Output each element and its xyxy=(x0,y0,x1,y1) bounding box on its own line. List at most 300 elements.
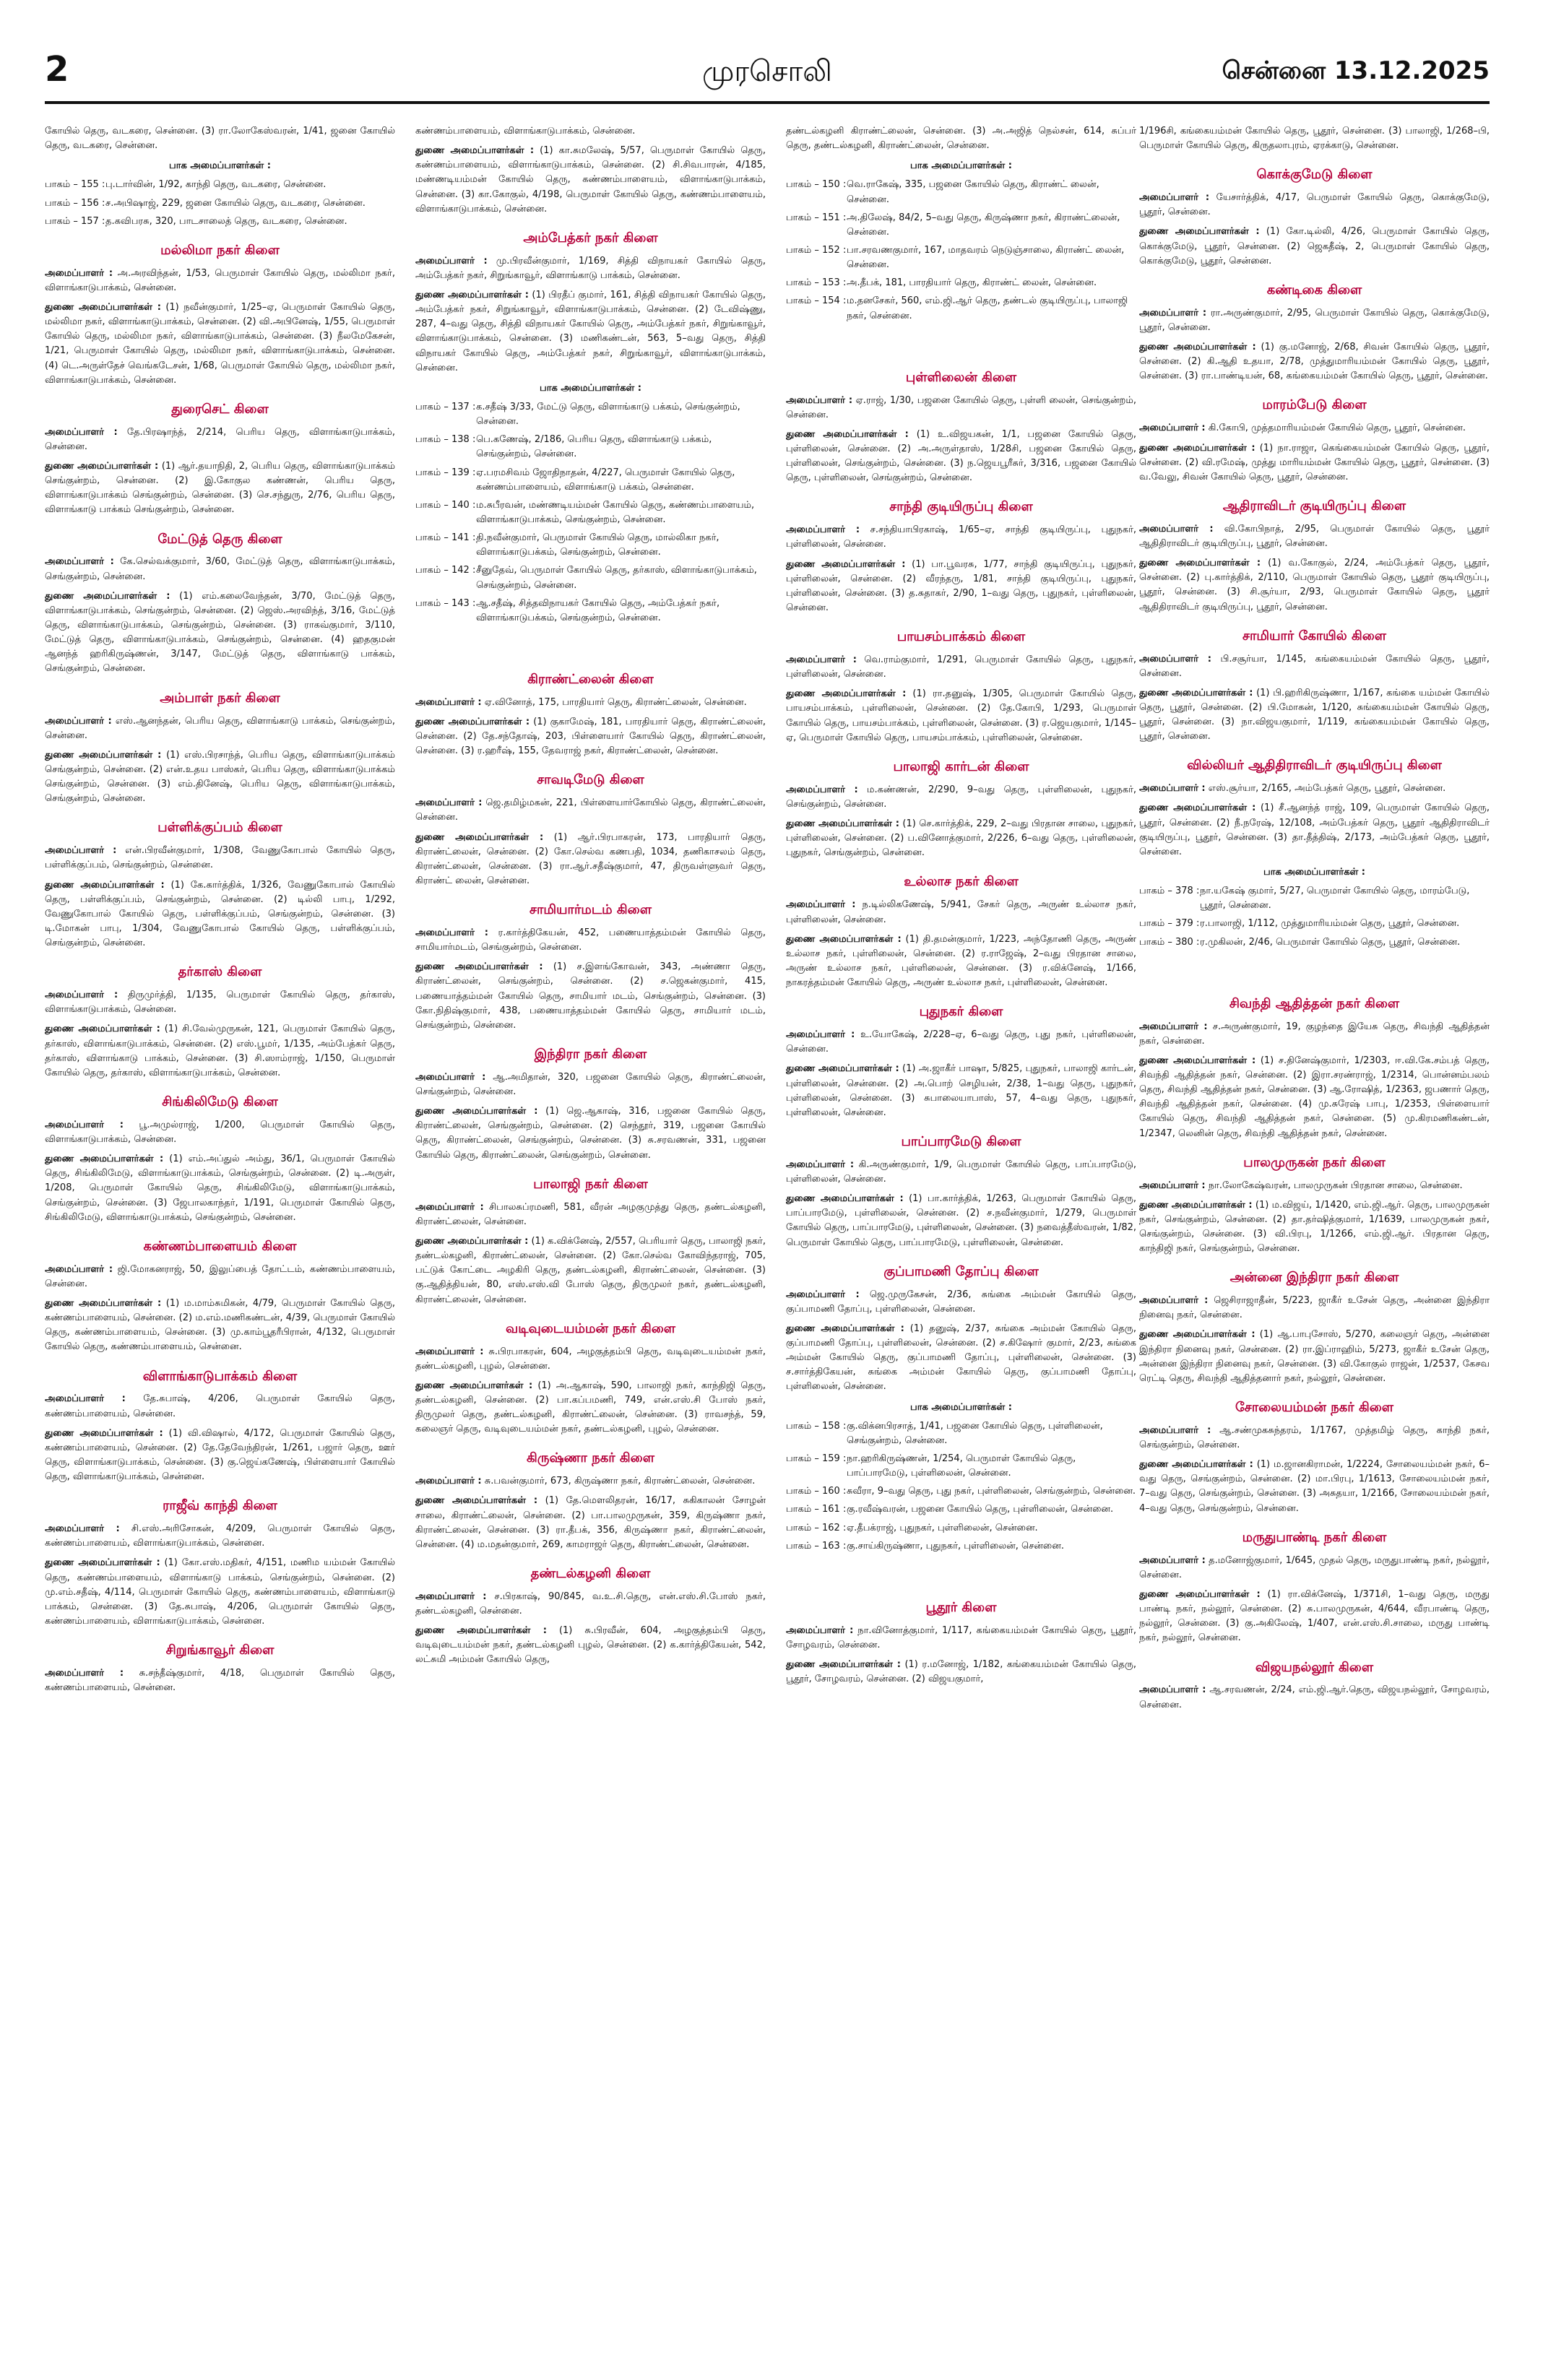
role-label: அமைப்பாளர் : xyxy=(1139,523,1214,535)
organiser-entry xyxy=(786,394,1136,423)
entry-text: தே.பிரஷாந்த், 2/214, பெரிய தெரு, விளாங்காடுபாக்கம், சென்னை. xyxy=(45,426,395,452)
entry-text: ஜெசிராஜாதீன், 5/223, ஜாகீர் உசேன் தெரு, அன்னை இந்திரா நினைவு நகர், சென்னை. xyxy=(1139,1295,1490,1321)
entry-text: பி.சசூர்யா, 1/145, கங்கையம்மன் கோயில் தெரு, பூதூர், சென்னை. xyxy=(1139,653,1490,679)
booth-organiser: சுவீரா, 9–வது தெரு, புது நகர், புள்ளிலைன், செங்குன்றம், சென்னை. xyxy=(847,1486,1136,1497)
entry-text: (1) பா.பூவரசு, 1/77, சாந்தி குடியிருப்பு, புதுநகர், புள்ளிலைன், சென்னை. (2) வீரந்தரு, 1/81, சாந்தி குடியிருப்பு, புதுநகர், புள்ளிலைன், சென்னை. (3) த.சுதாகர், 2/90, 1–வது தெரு, புதுநகர், புள்ளிலைன், சென்னை. xyxy=(786,558,1136,614)
booth-organiser: கு.சாய்கிருஷ்ணா, புதுநகர், புள்ளிலைன், சென்னை. xyxy=(847,1540,1064,1552)
branch-heading: பூதூர் கிளை xyxy=(925,1599,997,1615)
column-gap xyxy=(415,629,766,658)
branch-heading: பாப்பாரமேடு கிளை xyxy=(901,1133,1021,1149)
deputy-organisers-entry xyxy=(415,288,766,376)
organiser-entry xyxy=(45,1522,395,1551)
role-label: துணை அமைப்பாளர்கள் : xyxy=(415,1235,529,1247)
role-label: துணை அமைப்பாளர்கள் : xyxy=(45,302,161,313)
branch-heading: பாலாஜி கார்டன் கிளை xyxy=(893,758,1029,774)
entry-text: (1) வ.கோகுல், 2/24, அம்பேத்கர் தெரு, பூதூர், சென்னை. (2) பு.கார்த்திக், 2/110, பெருமாள் கோயில் தெரு, பூதூர் குடியிருப்பு, பூதூர், சென்னை. (3) சி.சூர்யா, 2/93, பெருமாள் கோயில் தெரு, பூதூர் ஆதிதிராவிடர் குடியிருப்பு, பூதூர், சென்னை. xyxy=(1139,558,1490,613)
deputy-organisers-entry xyxy=(45,589,395,677)
deputy-organisers-entry xyxy=(786,428,1136,486)
booth-organiser: ம.சுபீரவன், மண்ணடியம்மன் கோயில் தெரு, கண்ணம்பாளையம், விளாங்காடுபாக்கம், செங்குன்றம், சென்னை. xyxy=(476,499,755,525)
role-label: அமைப்பாளர் : xyxy=(45,845,117,857)
booth-entry xyxy=(786,294,1136,323)
deputy-organisers-entry xyxy=(45,1297,395,1355)
entry-text: (1) ஜெ.ஆகாஷ், 316, பஜனை கோயில் தெரு, கிராண்ட்லைன், செங்குன்றம், சென்னை. (2) செந்தூர், 319, பஜனை கோயில் தெரு, கிராண்ட்லைன், செங்குன்றம், சென்னை. (3) சு.சரவணன், 331, பஜனை கோயில் தெரு, கிராண்ட்லைன், செங்குன்றம், சென்னை. xyxy=(415,1106,766,1161)
role-label: துணை அமைப்பாளர்கள் : xyxy=(45,1427,163,1439)
booth-entry xyxy=(415,433,766,462)
organiser-entry xyxy=(415,1590,766,1619)
entry-text: (1) எஸ்.பிரசாந்த், பெரிய தெரு, விளாங்காடுபாக்கம் செங்குன்றம், சென்னை. (2) என்.உதய பாஸ்கர், பெரிய தெரு, விளாங்காடுபாக்கம் செங்குன்றம், சென்னை. (3) எம்.தினேஷ், பெரிய தெரு, விளாங்காடுபாக்கம், செங்குன்றம், சென்னை. xyxy=(45,749,395,805)
role-label: அமைப்பாளர் : xyxy=(45,1119,124,1130)
booth-entry xyxy=(786,243,1136,272)
deputy-organisers-entry xyxy=(1139,225,1490,268)
entry-text: (1) ரா.தனுஷ், 1/305, பெருமாள் கோயில் தெரு, பாயசம்பாக்கம், புள்ளிலைன், சென்னை. (2) தே.கோபி, 1/293, பெருமாள் கோயில் தெரு, பாயசம்பாக்கம், புள்ளிலைன், சென்னை. (3) ர.ஜெயகுமார், 1/145–ஏ, பெருமாள் கோயில் தெரு, பாயசம்பாக்கம், புள்ளிலைன், சென்னை. xyxy=(786,688,1136,743)
entry-text: (1) பி.ஹரிகிருஷ்ணா, 1/167, கங்கை யம்மன் கோயில் தெரு, பூதூர், சென்னை. (2) பி.மோகன், 1/120, சுங்கையம்மன் கோயில் தெரு, பூதூர், சென்னை. (3) நா.விஜயகுமார், 1/119, கங்கையம்மன் கோயில் தெரு, பூதூர், சென்னை. xyxy=(1139,687,1490,743)
branch-heading: கிருஷ்ணா நகர் கிளை xyxy=(527,1450,654,1466)
deputy-organisers-entry xyxy=(415,144,766,217)
booth-organiser: த.கவிபரசு, 320, பாடசாலைத் தெரு, வடகரை, சென்னை. xyxy=(105,215,347,227)
organiser-entry xyxy=(415,1345,766,1374)
booth-entry xyxy=(415,498,766,527)
entry-text: கி.அருண்குமார், 1/9, பெருமாள் கோயில் தெரு, பாப்பாரமேடு, புள்ளிலைன், சென்னை. xyxy=(786,1159,1136,1185)
role-label: துணை அமைப்பாளர்கள் : xyxy=(415,1625,547,1637)
role-label: அமைப்பாளர் : xyxy=(1139,423,1206,434)
column-2 xyxy=(415,124,766,2349)
entry-text: (1) ம.மாம்சுமிகன், 4/79, பெருமாள் கோயில் தெரு, கண்ணம்பாளையம், சென்னை. (2) ம.எம்.மணிகண்டன், 4/39, பெருமாள் கோயில் தெரு, கண்ணம்பாளையம், சென்னை. (3) மு.காம்பூதரீபிரான், 4/132, பெருமாள் கோயில் தெரு, கண்ணம்பாளையம், சென்னை. xyxy=(45,1298,395,1353)
deputy-organisers-entry xyxy=(45,459,395,518)
role-label: அமைப்பாளர் : xyxy=(415,1346,484,1357)
entry-text: நா.வினோத்குமார், 1/117, கங்கையம்மன் கோயில் தெரு, பூதூர், சோழவரம், சென்னை. xyxy=(786,1624,1136,1650)
organiser-entry xyxy=(45,714,395,743)
entry-text: யேசார்த்திக், 4/17, பெருமாள் கோயில் தெரு, கொக்குமேடு, பூதூர், சென்னை. xyxy=(1139,192,1490,218)
role-label: அமைப்பாளர் : xyxy=(1139,1021,1208,1032)
entry-text: (1) நவீன்குமார், 1/25–ஏ, பெருமாள் கோயில் தெரு, மல்லிமா நகர், விளாங்காடுபாக்கம், சென்னை. (2) வி.அபினேஷ், 1/55, பெருமாள் கோயில் தெரு, மல்லிமா நகர், விளாங்காடுபாக்கம், சென்னை. (3) நீலமேகேசன், 1/21, பெருமாள் கோயில் தெரு, மல்லிமா நகர், விளாங்காடுபாக்கம், சென்னை. (4) டெ.அருள்தேச் வெங்கடேசன், 1/68, பெருமாள் கோயில் தெரு, மல்லிமா நகர், விளாங்காடுபாக்கம், சென்னை. xyxy=(45,302,395,386)
branch-heading: பாலாஜி நகர் கிளை xyxy=(533,1176,648,1192)
booth-number: பாகம் – 163 : xyxy=(786,1540,847,1552)
role-label: துணை அமைப்பாளர்கள் : xyxy=(786,558,906,570)
booth-organiser: ம.தனசேகர், 560, எம்.ஜி.ஆர் தெரு, தண்டல் குடியிருப்பு, பாலாஜி நகர், சென்னை. xyxy=(847,295,1128,321)
organiser-entry xyxy=(45,1666,395,1695)
booth-entry xyxy=(786,178,1136,207)
deputy-organisers-entry xyxy=(45,1556,395,1629)
deputy-organisers-entry xyxy=(1139,801,1490,860)
booth-number: பாகம் – 142 : xyxy=(415,565,476,576)
booth-number: பாகம் – 158 : xyxy=(786,1420,847,1432)
role-label: துணை அமைப்பாளர்கள் : xyxy=(415,290,529,301)
deputy-organisers-entry xyxy=(786,558,1136,616)
column-gap xyxy=(1139,953,1490,982)
role-label: அமைப்பாளர் : xyxy=(45,1523,120,1535)
entry-text: (1) ஆ.பாபுசோஸ், 5/270, கலைஞர் தெரு, அன்னை இந்திரா நினைவு நகர், சென்னை. (2) ரா.இப்ராஹிம், 5/273, ஜாகீர் உசேன் தெரு, அன்னை இந்திரா நினைவு நகர், சென்னை. (3) வி.கோகுல் ராஜன், 1/2537, கேசவ ரெட்டி தெரு, சிவந்தி ஆதித்தனார் நகர், நல்லூர், சென்னை. xyxy=(1139,1329,1490,1384)
entry-text: ச.அருண்குமார், 19, குழந்தை இயேசு தெரு, சிவந்தி ஆதித்தன் நகர், சென்னை. xyxy=(1139,1021,1490,1047)
role-label: துணை அமைப்பாளர்கள் : xyxy=(415,717,530,727)
entry-text: (1) வி.விஷால், 4/172, பெருமாள் கோயில் தெரு, கண்ணம்பாளையம், சென்னை. (2) தே.தேவேந்திரன், 1/261, பஜார் தெரு, ஊர் தெரு, விளாங்காடுபாக்கம், சென்னை. (3) கு.ஜெய்கணேஷ், பிள்ளையார் கோயில் தெரு, விளாங்காடுபாக்கம், சென்னை. xyxy=(45,1427,395,1483)
section-subheading: பாக அமைப்பாளர்கள் : xyxy=(169,160,271,172)
organiser-entry xyxy=(786,1158,1136,1187)
role-label: அமைப்பாளர் : xyxy=(415,696,482,708)
role-label: துணை அமைப்பாளர்கள் : xyxy=(415,961,543,973)
branch-heading: சாந்தி குடியிருப்பு கிளை xyxy=(889,499,1033,515)
branch-heading: சிங்கிலிமேடு கிளை xyxy=(162,1094,278,1109)
role-label: துணை அமைப்பாளர்கள் : xyxy=(415,1106,538,1117)
branch-heading: புள்ளிலைன் கிளை xyxy=(905,369,1017,385)
role-label: துணை அமைப்பாளர்கள் : xyxy=(786,818,899,830)
entry-text: சி.எஸ்.அரிசோகன், 4/209, பெருமாள் கோயில் தெரு, கண்ணம்பாளையம், விளாங்காடுபாக்கம், சென்னை. xyxy=(45,1523,395,1549)
booth-number: பாகம் – 152 : xyxy=(786,244,847,256)
column-gap xyxy=(786,327,1136,356)
booth-entry xyxy=(786,1502,1136,1517)
role-label: துணை அமைப்பாளர்கள் : xyxy=(1139,342,1256,353)
entry-text: (1) ஆர்.தயாநிதி, 2, பெரிய தெரு, விளாங்காடுபாக்கம் செங்குன்றம், சென்னை. (2) இ.கோகுல கண்ணன், பெரிய தெரு, விளாங்காடுபாக்கம் செங்குன்றம், சென்னை. (3) செ.சந்துரு, 2/76, பெரிய தெரு, விளாங்காடு பாக்கம் செங்குன்றம், சென்னை. xyxy=(45,461,395,516)
booth-entry xyxy=(45,178,395,192)
branch-heading: மருதுபாண்டி நகர் கிளை xyxy=(1242,1529,1387,1545)
deputy-organisers-entry xyxy=(1139,1588,1490,1646)
organiser-entry xyxy=(1139,782,1490,796)
deputy-organisers-entry xyxy=(1139,340,1490,384)
role-label: துணை அமைப்பாளர்கள் : xyxy=(1139,226,1260,238)
booth-number: பாகம் – 143 : xyxy=(415,597,476,609)
entry-text: ஜி.மோகனராஜ், 50, இலுப்பைத் தோட்டம், கண்ணம்பாளையம், சென்னை. xyxy=(45,1263,395,1289)
deputy-organisers-entry xyxy=(415,1379,766,1437)
branch-heading: மேட்டுத் தெரு கிளை xyxy=(157,531,282,547)
entry-text: ஜெ.முருகேசன், 2/36, சுங்கை அம்மன் கோயில் தெரு, குப்பாமணி தோப்பு, புள்ளிலைன், சென்னை. xyxy=(786,1289,1136,1315)
entry-text: ஜெ.தமிழ்மகன், 221, பிள்ளையார்கோயில் தெரு, கிராண்ட்லைன், சென்னை. xyxy=(415,797,766,823)
role-label: அமைப்பாளர் : xyxy=(415,1476,482,1487)
branch-heading: ராஜீவ் காந்தி கிளை xyxy=(163,1498,277,1514)
booth-entry xyxy=(45,196,395,211)
role-label: துணை அமைப்பாளர்கள் : xyxy=(786,1193,904,1205)
organiser-entry xyxy=(45,1392,395,1421)
entry-text: (1) பா.கார்த்திக், 1/263, பெருமாள் கோயில் தெரு, பாப்பாரமேடு, புள்ளிலைன், சென்னை. (2) ச.நவீன்குமார், 1/279, பெருமாள் கோயில் தெரு, பாப்பாரமேடு, புள்ளிலைன், சென்னை. (3) நவைத்தீஸ்வரன், 1/82, பெருமாள் கோயில் தெரு, பாப்பாரமேடு, புள்ளிலைன், சென்னை. xyxy=(786,1193,1136,1248)
entry-text: உ.யோகேஷ், 2/228–ஏ, 6–வது தெரு, புது நகர், புள்ளிலைன், சென்னை. xyxy=(786,1029,1136,1055)
entry-text: (1) கோ.டில்லி, 4/26, பெருமாள் கோயில் தெரு, கொக்குமேடு, பூதூர், சென்னை. (2) ஜெகதீஷ், 2, பெருமாள் கோயில் தெரு, கொக்குமேடு, பூதூர், சென்னை. xyxy=(1139,226,1490,267)
entry-text: (1) ம.ஜானகிராமன், 1/2224, சோலையம்மன் நகர், 6–வது தெரு, செங்குன்றம், சென்னை. (2) மா.பிரபு, 1/1613, சோலையம்மன் நகர், 7–வது தெரு, செங்குன்றம், சென்னை. (3) அசுதயா, 1/2166, சோலையம்மன் நகர், 4–வது தெரு, செங்குன்றம், சென்னை. xyxy=(1139,1459,1490,1514)
entry-text: (1) ரா.விக்னேஷ், 1/371சி, 1–வது தெரு, மருது பாண்டி நகர், நல்லூர், சென்னை. (2) சு.பாலமுருகன், 4/644, வீரபாண்டி தெரு, நல்லூர், சென்னை. (3) கு.அகிலேஷ், 1/407, என்.எஸ்.சி.சாலை, மருது பாண்டி நகர், நல்லூர், சென்னை. xyxy=(1139,1588,1490,1644)
entry-text: ஆ.அமிதான், 320, பஜனை கோயில் தெரு, கிராண்ட்லைன், செங்குன்றம், சென்னை. xyxy=(415,1071,766,1098)
branch-heading: துரைசெட் கிளை xyxy=(171,401,269,417)
entry-text: எஸ்.சூர்யா, 2/165, அம்பேத்கர் தெரு, பூதூர், சென்னை. xyxy=(1208,783,1446,795)
branch-heading: சோலையம்மன் நகர் கிளை xyxy=(1235,1400,1393,1416)
organiser-entry xyxy=(45,988,395,1017)
booth-number: பாகம் – 156 : xyxy=(45,197,105,209)
section-subheading: பாக அமைப்பாளர்கள் : xyxy=(910,160,1012,172)
entry-text: ர.கார்த்திகேயன், 452, பணையாத்தம்மன் கோயில் தெரு, சாமியார்மடம், செங்குன்றம், சென்னை. xyxy=(415,927,766,953)
booth-organiser: நா.ஹரிகிருஷ்ணன், 1/254, பெருமாள் கோயில் தெரு, பாப்பாரமேடு, புள்ளிலைன், சென்னை. xyxy=(847,1453,1076,1479)
entry-text: (1) சி.வேல்முருகன், 121, பெருமாள் கோயில் தெரு, தர்காஸ், விளாங்காடுபாக்கம், சென்னை. (2) எஸ்.பூமர், 1/135, அம்பேத்கர் தெரு, தர்காஸ், விளாங்காடு பாக்கம், சென்னை. (3) சி.ஸாம்ராஜ், 1/150, பெருமாள் கோயில் தெரு, தர்காஸ், விளாங்காடுபாக்கம், சென்னை. xyxy=(45,1024,395,1078)
branch-heading: தர்காஸ் கிளை xyxy=(178,964,262,980)
entry-text: அ.அரவிந்தன், 1/53, பெருமாள் கோயில் தெரு, மல்லிமா நகர், விளாங்காடுபாக்கம், சென்னை. xyxy=(45,267,395,293)
booth-organiser: பெ.கணேஷ், 2/186, பெரிய தெரு, விளாங்காடு பக்கம், செங்குன்றம், சென்னை. xyxy=(476,434,712,460)
role-label: அமைப்பாளர் : xyxy=(786,654,857,666)
organiser-entry xyxy=(415,1070,766,1099)
section-subheading: பாக அமைப்பாளர்கள் : xyxy=(540,382,641,394)
entry-text: (1) செ.கார்த்திக், 229, 2–வது பிரதான சாலை, புதுநகர், புள்ளிலைன், சென்னை. (2) ப.வினோத்குமார், 2/226, 6–வது தெரு, புள்ளிலைன், புதுநகர், செங்குன்றம், சென்னை. xyxy=(786,818,1136,859)
paragraph: 1/196சி, கங்கையம்மன் கோயில் தெரு, பூதூர், சென்னை. (3) பாலாஜி, 1/268–பி, பெருமாள் கோயில் தெரு, கிருதலாபுரம், ஏரக்காடு, சென்னை. xyxy=(1139,126,1490,152)
deputy-organisers-entry xyxy=(45,1152,395,1225)
entry-text: (1) ம.விஜய், 1/1420, எம்.ஜி.ஆர். தெரு, பாலமுருகன் நகர், செங்குன்றம், சென்னை. (2) தா.தர்ஷித்குமார், 1/1639, பாலமுருகன் நகர், செங்குன்றம், சென்னை. (3) வி.பிரபு, 1/1266, எம்.ஜி.ஆர். பிரதான தெரு, காந்திஜி நகர், செங்குன்றம், சென்னை. xyxy=(1139,1199,1490,1255)
organiser-entry xyxy=(415,926,766,955)
booth-entry xyxy=(415,563,766,592)
role-label: துணை அமைப்பாளர்கள் : xyxy=(45,1024,160,1035)
deputy-organisers-entry xyxy=(415,1494,766,1552)
role-label: துணை அமைப்பாளர்கள் : xyxy=(45,879,165,891)
booth-organiser: நா.யகேஷ் குமார், 5/27, பெருமாள் கோயில் தெரு, மாரம்பேடு, பூதூர், சென்னை. xyxy=(1200,886,1470,912)
role-label: அமைப்பாளர் : xyxy=(415,1591,487,1602)
role-label: அமைப்பாளர் : xyxy=(1139,1424,1211,1436)
organiser-entry xyxy=(415,1474,766,1489)
booth-number: பாகம் – 380 : xyxy=(1139,936,1200,948)
deputy-organisers-entry xyxy=(415,1104,766,1163)
deputy-organisers-entry xyxy=(1139,1054,1490,1141)
entry-text: (1) அ.ஆகாஷ், 590, பாலாஜி நகர், காந்திஜி தெரு, தண்டல்கழனி, சென்னை. (2) பா.கப்பமணி, 749, என்.எஸ்.சி போஸ் நகர், திருமுலர் தெரு, தண்டல்கழனி, கிராண்ட்லைன், சென்னை. (3) ராவசந்த், 59, கலைஞர் தெரு, வடிவுடையம்மன் நகர், தண்டல்கழனி, புழல், சென்னை. xyxy=(415,1380,766,1435)
organiser-entry xyxy=(45,425,395,454)
organiser-entry xyxy=(786,783,1136,812)
entry-text: (1) ர.மனோஜ், 1/182, கங்கையம்மன் கோயில் தெரு, பூதூர், சோழவரம், சென்னை. (2) விஜயகுமார், xyxy=(786,1659,1136,1685)
newspaper-title: முரசொலி xyxy=(702,55,832,88)
entry-text: மு.பிரவீன்குமார், 1/169, சித்தி விநாயகர் கோயில் தெரு, அம்பேத்கர் நகர், சிறுங்காவூர், விளாங்காடு பாக்கம், சென்னை. xyxy=(415,255,766,281)
deputy-organisers-entry xyxy=(45,748,395,807)
organiser-entry xyxy=(786,523,1136,552)
role-label: அமைப்பாளர் : xyxy=(415,797,483,809)
booth-number: பாகம் – 162 : xyxy=(786,1522,847,1533)
role-label: துணை அமைப்பாளர்கள் : xyxy=(786,688,907,700)
booth-number: பாகம் – 137 : xyxy=(415,402,476,412)
branch-heading: சாமியார்மடம் கிளை xyxy=(530,902,652,918)
entry-text: (1) கு.மனோஜ், 2/68, சிவன் கோயில் தெரு, பூதூர், சென்னை. (2) கி.ஆதி உதயா, 2/78, முத்துமாரியம்மன் கோயில் தெரு, பூதூர், சென்னை. (3) ரா.பாண்டியன், 68, கங்கையம்மன் கோயில் தெரு, பூதூர், சென்னை. xyxy=(1139,342,1490,382)
deputy-organisers-entry xyxy=(415,715,766,758)
entry-text: (1) உ.விஜயகன், 1/1, பஜனை கோயில் தெரு, புள்ளிலைன், சென்னை. (2) அ.அருள்தாஸ், 1/28சி, பஜனை கோயில் தெரு, புள்ளிலைன், செங்குன்றம், சென்னை. (3) ந.ஜெயபூரீசுர், 3/316, பஜனை கோயில் தெரு, புள்ளிலைன், செங்குன்றம், சென்னை. xyxy=(786,428,1136,484)
entry-text: ஏ.ராஜ், 1/30, பஜனை கோயில் தெரு, புள்ளி லைன், செங்குன்றம், சென்னை. xyxy=(786,394,1136,420)
role-label: துணை அமைப்பாளர்கள் : xyxy=(45,590,170,602)
role-label: துணை அமைப்பாளர்கள் : xyxy=(1139,1588,1261,1600)
role-label: துணை அமைப்பாளர்கள் : xyxy=(45,461,159,472)
booth-number: பாகம் – 160 : xyxy=(786,1486,847,1497)
role-label: அமைப்பாளர் : xyxy=(415,1201,484,1213)
role-label: துணை அமைப்பாளர்கள் : xyxy=(45,1298,162,1309)
entry-text: கே.செல்வக்குமார், 3/60, மேட்டுத் தெரு, விளாங்காடுபாக்கம், செங்குன்றம், சென்னை. xyxy=(45,556,395,582)
deputy-organisers-entry xyxy=(1139,686,1490,745)
booth-entry xyxy=(786,1484,1136,1499)
role-label: அமைப்பாளர் : xyxy=(786,1029,855,1041)
booth-number: பாகம் – 157 : xyxy=(45,215,105,227)
branch-heading: கண்ணம்பாளையம் கிளை xyxy=(143,1238,297,1254)
branch-heading: குப்பாமணி தோப்பு கிளை xyxy=(883,1263,1039,1279)
role-label: அமைப்பாளர் : xyxy=(786,784,858,795)
role-label: அமைப்பாளர் : xyxy=(1139,783,1206,795)
role-label: அமைப்பாளர் : xyxy=(415,1071,486,1083)
role-label: துணை அமைப்பாளர்கள் : xyxy=(1139,442,1255,454)
booth-organiser: கு.விக்னபிரசாத், 1/41, பஜனை கோயில் தெரு, புள்ளிலைன், செங்குன்றம், சென்னை. xyxy=(847,1420,1103,1446)
organiser-entry xyxy=(45,555,395,584)
branch-heading: கிராண்ட்லைன் கிளை xyxy=(527,671,654,687)
role-label: அமைப்பாளர் : xyxy=(45,426,118,438)
role-label: அமைப்பாளர் : xyxy=(786,1289,860,1300)
booth-number: பாகம் – 155 : xyxy=(45,179,105,191)
role-label: அமைப்பாளர் : xyxy=(415,927,488,939)
deputy-organisers-entry xyxy=(1139,1458,1490,1516)
entry-text: (1) நா.ராஜா, கெங்கையம்மன் கோயில் தெரு, பூதூர், சென்னை. (2) வி.ரமேஷ், முத்து மாரியம்மன் கோயில் தெரு, பூதூர், சென்னை. (3) வ.வேலு, சிவன் கோயில் தெரு, பூதூர், சென்னை. xyxy=(1139,442,1490,483)
role-label: அமைப்பாளர் : xyxy=(1139,1180,1206,1191)
entry-text: சு.பவன்குமார், 673, கிருஷ்ணா நகர், கிராண்ட்லைன், சென்னை. xyxy=(484,1476,756,1487)
booth-entry xyxy=(1139,884,1490,913)
branch-heading: சாமியார் கோயில் கிளை xyxy=(1242,628,1386,644)
booth-number: பாகம் – 154 : xyxy=(786,295,847,307)
role-label: துணை அமைப்பாளர்கள் : xyxy=(1139,687,1253,698)
entry-text: எஸ்.ஆனந்தன், பெரிய தெரு, விளாங்காடு பாக்கம், செங்குன்றம், சென்னை. xyxy=(45,715,395,741)
role-label: அமைப்பாளர் : xyxy=(786,524,860,536)
organiser-entry xyxy=(1139,1424,1490,1453)
role-label: துணை அமைப்பாளர்கள் : xyxy=(786,1063,899,1075)
entry-text: வெ.ராம்குமார், 1/291, பெருமாள் கோயில் தெரு, புதுநகர், புள்ளிலைன், சென்னை. xyxy=(786,654,1136,680)
branch-heading: அன்னை இந்திரா நகர் கிளை xyxy=(1229,1270,1399,1286)
branch-heading: விஜயநல்லூர் கிளை xyxy=(1255,1659,1374,1675)
role-label: துணை அமைப்பாளர்கள் : xyxy=(45,1154,164,1165)
branch-heading: பாலமுருகன் நகர் கிளை xyxy=(1243,1154,1386,1170)
role-label: அமைப்பாளர் : xyxy=(786,1159,855,1170)
entry-text: (1) எம்.கலைவேந்தன், 3/70, மேட்டுத் தெரு, விளாங்காடுபாக்கம், செங்குன்றம், சென்னை. (2) ஜெஸ்.அரவிந்த், 3/16, மேட்டுத் தெரு, விளாங்காடுபாக்கம், செங்குன்றம், சென்னை. (3) ராகவ்குமார், 3/110, மேட்டுத் தெரு, விளாங்காடுபாக்கம், செங்குன்றம், சென்னை. (4) ஹதகுமன் ஆனந்த் ஹரிகிருஷ்ணன், 3/147, மேட்டுத் தெரு, விளாங்காடு பாக்கம், செங்குன்றம், சென்னை. xyxy=(45,590,395,675)
booth-organiser: அ.தீபக், 181, பாரதியார் தெரு, கிராண்ட் லைன், சென்னை. xyxy=(847,277,1097,289)
role-label: துணை அமைப்பாளர்கள் : xyxy=(415,1380,533,1391)
entry-text: த.மனோஜ்குமார், 1/645, முதல் தெரு, மருதுபாண்டி நகர், நல்லூர், சென்னை. xyxy=(1139,1554,1490,1580)
entry-text: (1) ஆர்.பிரபாகரன், 173, பாரதியார் தெரு, கிராண்ட்லைன், சென்னை. (2) கோ.செல்வ கணபதி, 1034, தணிகாசலம் தெரு, கிராண்ட்லைன், சென்னை. (3) ரா.ஆர்.சதீஷ்குமார், 47, திருவள்ளுவர் தெரு, கிராண்ட் லைன், சென்னை. xyxy=(415,831,766,887)
organiser-entry xyxy=(45,267,395,295)
entry-text: ஆ.சண்முகசுந்தரம், 1/1767, முத்தமிழ் தெரு, காந்தி நகர், செங்குன்றம், சென்னை. xyxy=(1139,1424,1490,1451)
deputy-organisers-entry xyxy=(45,1022,395,1081)
booth-organiser: கு.ரவீஷ்வரன், பஜனை கோயில் தெரு, புள்ளிலைன், சென்னை. xyxy=(847,1504,1114,1515)
branch-heading: அம்பேத்கர் நகர் கிளை xyxy=(523,230,658,246)
organiser-entry xyxy=(45,1263,395,1291)
booth-number: பாகம் – 139 : xyxy=(415,467,476,478)
branch-heading: மாரம்பேடு கிளை xyxy=(1262,397,1367,413)
entry-text: (1) அ.ஜாகீர் பாஷா, 5/825, புதுநகர், பாலாஜி கார்டன், புள்ளிலைன், சென்னை. (2) அ.பொற் செழியன், 2/38, 1–வது தெரு, புதுநகர், புள்ளிலைன், சென்னை. (3) சுபாலையாபாஸ், 57, 4–வது தெரு, புதுநகர், புள்ளிலைன், சென்னை. xyxy=(786,1063,1136,1118)
entry-text: நா.லோகேஷ்வரன், பாலமுருகன் பிரதான சாலை, சென்னை. xyxy=(1208,1180,1463,1191)
branch-heading: வடிவுடையம்மன் நகர் கிளை xyxy=(505,1320,676,1336)
organiser-entry xyxy=(786,1028,1136,1057)
organiser-entry xyxy=(415,696,766,710)
entry-text: திருமுர்த்தி, 1/135, பெருமாள் கோயில் தெரு, தர்காஸ், விளாங்காடுபாக்கம், சென்னை. xyxy=(45,990,395,1016)
branch-heading: பாயசம்பாக்கம் கிளை xyxy=(896,629,1026,645)
organiser-entry xyxy=(1139,652,1490,681)
branch-heading: புதுநகர் கிளை xyxy=(919,1004,1003,1020)
entry-text: ஏ.வினோத், 175, பாரதியார் தெரு, கிராண்ட்லைன், சென்னை. xyxy=(484,696,747,708)
column-gap xyxy=(786,1557,1136,1586)
deputy-organisers-entry xyxy=(45,878,395,951)
role-label: துணை அமைப்பாளர்கள் : xyxy=(45,749,162,761)
paragraph: கோயில் தெரு, வடகரை, சென்னை. (3) ரா.லோகேஸ்வரன், 1/41, ஜனை கோயில் தெரு, வடகரை, சென்னை. xyxy=(45,126,395,152)
booth-organiser: ஏ.தீபக்ராஜ், புதுநகர், புள்ளிலைன், சென்னை. xyxy=(847,1522,1038,1533)
entry-text: வி.கோபிநாத், 2/95, பெருமாள் கோயில் தெரு, பூதூர் ஆதிதிராவிடர் குடியிருப்பு, பூதூர், சென்னை. xyxy=(1139,523,1490,549)
masthead xyxy=(45,46,1490,104)
deputy-organisers-entry xyxy=(786,817,1136,860)
deputy-organisers-entry xyxy=(786,687,1136,745)
organiser-entry xyxy=(786,1624,1136,1653)
deputy-organisers-entry xyxy=(45,300,395,388)
organiser-entry xyxy=(1139,1294,1490,1323)
entry-text: தே.சுபாஷ், 4/206, பெருமாள் கோயில் தெரு, கண்ணம்பாளையம், சென்னை. xyxy=(45,1393,395,1419)
role-label: அமைப்பாளர் : xyxy=(45,1393,126,1405)
organiser-entry xyxy=(415,254,766,283)
entry-text: (1) க.விக்னேஷ், 2/557, பெரியார் தெரு, பாலாஜி நகர், தண்டல்கழனி, கிராண்ட்லைன், சென்னை. (2) கோ.செல்வ கோவிந்தராஜ், 705, பட்டுக் கோட்டை அழகிரி தெரு, தண்டல்கழனி, கிராண்ட்லைன், சென்னை. (3) கு.ஆதித்தியன், 80, எஸ்.எஸ்.வி போஸ் தெரு, திருமுலர் நகர், தண்டல்கழனி, கிராண்ட்லைன், சென்னை. xyxy=(415,1235,766,1305)
organiser-entry xyxy=(1139,191,1490,220)
role-label: அமைப்பாளர் : xyxy=(786,1624,854,1636)
branch-heading: தண்டல்கழனி கிளை xyxy=(530,1565,651,1581)
role-label: அமைப்பாளர் : xyxy=(45,267,113,279)
branch-heading: சாவடிமேடு கிளை xyxy=(537,772,644,788)
entry-text: (1) சீ.ஆனந்த் ராஜ், 109, பெருமாள் கோயில் தெரு, பூதூர், சென்னை. (2) நீ.நரேஷ், 12/108, அம்பேத்கர் தெரு, பூதூர் ஆதிதிராவிடர் குடியிருப்பு, பூதூர், சென்னை. (3) தா.தீத்திஷ், 2/173, அம்பேத்கர் தெரு, பூதூர், சென்னை. xyxy=(1139,802,1490,857)
entry-text: (1) ச.தினேஷ்குமார், 1/2303, ஈ.வி.கே.சம்பத் தெரு, சிவந்தி ஆதித்தன் நகர், சென்னை. (2) இரா.சரண்ராஜ், 1/2314, பொன்னம்பலம் தெரு, சிவந்தி ஆதித்தன் நகர், சென்னை. (3) ஆ.ரோஷித், 1/2363, ஜபணார் தெரு, சிவந்தி ஆதித்தன் நகர், சென்னை. (4) மு.சுரேஷ் பாபு, 1/2353, பிள்ளையார் கோயில் தெரு, சிவந்தி ஆதித்தன் நகர், சென்னை. (5) மு.கிரமணிகண்டன், 1/2347, லெனின் தெரு, சிவந்தி ஆதித்தன் நகர், சென்னை. xyxy=(1139,1055,1490,1139)
entry-text: ரா.அருண்குமார், 2/95, பெருமாள் கோயில் தெரு, கொக்குமேடு, பூதூர், சென்னை. xyxy=(1139,307,1490,333)
deputy-organisers-entry xyxy=(415,1624,766,1667)
entry-text: ஆ.சரவணன், 2/24, எம்.ஜி.ஆர்.தெரு, விஜயநல்லூர், சோழவரம், சென்னை. xyxy=(1139,1684,1490,1710)
entry-text: (1) எம்.அப்துல் அம்து, 36/1, பெருமாள் கோயில் தெரு, சிங்கிலிமேடு, விளாங்காடுபாக்கம், செங்குன்றம், சென்னை. (2) டி.அருள், 1/208, பெருமாள் கோயில் தெரு, சிங்கிலிமேடு, விளாங்காடுபாக்கம், செங்குன்றம், சென்னை. (3) ஜேபாலகாந்தர், 1/191, பெருமாள் கோயில் தெரு, சிங்கிலிமேடு, விளாங்காடுபாக்கம், செங்குன்றம், சென்னை. xyxy=(45,1154,395,1223)
booth-entry xyxy=(786,1539,1136,1554)
booth-number: பாகம் – 138 : xyxy=(415,434,476,446)
organiser-entry xyxy=(45,844,395,873)
organiser-entry xyxy=(786,1288,1136,1317)
booth-organiser: அ.திலேஷ், 84/2, 5–வது தெரு, கிருஷ்ணா நகர், கிராண்ட்லைன், சென்னை. xyxy=(847,212,1120,238)
booth-entry xyxy=(415,531,766,560)
booth-organiser: ர.பாலாஜி, 1/112, முத்துமாரியம்மன் தெரு, பூதூர், சென்னை. xyxy=(1200,918,1460,930)
role-label: அமைப்பாளர் : xyxy=(45,1263,113,1275)
booth-number: பாகம் – 159 : xyxy=(786,1453,847,1464)
booth-organiser: ச.அபிஷாஜ், 229, ஜனை கோயில் தெரு, வடகரை, சென்னை. xyxy=(105,197,366,209)
entry-text: சு.பிரபாகரன், 604, அழகுத்தம்பி தெரு, வடிவுடையம்மன் நகர், தண்டல்கழனி, புழல், சென்னை. xyxy=(415,1346,766,1372)
role-label: துணை அமைப்பாளர்கள் : xyxy=(1139,1329,1255,1341)
organiser-entry xyxy=(1139,1683,1490,1712)
entry-text: பூ.அமுல்ராஜ், 1/200, பெருமாள் கோயில் தெரு, விளாங்காடுபாக்கம், சென்னை. xyxy=(45,1119,395,1145)
role-label: துணை அமைப்பாளர்கள் : xyxy=(415,1495,538,1507)
entry-text: (1) கோ.எஸ்.மதிகர், 4/151, மணிம யம்மன் கோயில் தெரு, கண்ணம்பாளையம், விளாங்காடு பாக்கம், செங்குன்றம், சென்னை. (2) மு.எம்.சதீஷ், 4/114, பெருமாள் கோயில் தெரு, கண்ணம்பாளையம், விளாங்காடு பாக்கம், சென்னை. (3) தே.சுபாஷ், 4/206, பெருமாள் கோயில் தெரு, கண்ணம்பாளையம், விளாங்காடுபாக்கம், சென்னை. xyxy=(45,1557,395,1627)
branch-heading: இந்திரா நகர் கிளை xyxy=(534,1047,647,1063)
role-label: அமைப்பாளர் : xyxy=(786,394,853,406)
entry-text: (1) தே.மௌலிதரன், 16/17, சுகிகாலன் சோழன் சாலை, கிராண்ட்லைன், சென்னை. (2) பா.பாலமுருகன், 359, கிருஷ்ணா நகர், கிராண்ட்லைன், சென்னை. (3) ரா.தீபக், 356, கிருஷ்ணா நகர், கிராண்ட்லைன், சென்னை. (4) ம.மதன்குமார், 269, காமராஜர் தெரு, கிராண்ட்லைன், சென்னை. xyxy=(415,1495,766,1550)
deputy-organisers-entry xyxy=(45,1427,395,1485)
booth-entry xyxy=(786,211,1136,240)
branch-heading: சிவந்தி ஆதித்தன் நகர் கிளை xyxy=(1229,995,1400,1011)
booth-number: பாகம் – 379 : xyxy=(1139,918,1200,930)
organiser-entry xyxy=(415,1200,766,1229)
role-label: அமைப்பாளர் : xyxy=(1139,192,1210,204)
entry-text: சு.சந்தீஷ்குமார், 4/18, பெருமாள் கோயில் தெரு, கண்ணம்பாளையம், சென்னை. xyxy=(45,1668,395,1694)
entry-text: (1) பிரதீப் குமார், 161, சித்தி விநாயகர் கோயில் தெரு, அம்பேத்கர் நகர், சிறுங்காவூர், விளாங்காடுபாக்கம், சென்னை. (2) டேவிஷ்ணு, 287, 4–வது தெரு, சித்தி விநாயகர் கோயில் தெரு, அம்பேத்கர் நகர், சிறுங்காவூர், விளாங்காடுபாக்கம், சென்னை. (3) மணிகண்டன், 563, 5–வது தெரு, சித்தி விநாயகர் கோயில் தெரு, அம்பேத்கர் நகர், சிறுங்காவூர், விளாங்காடுபாக்கம், சென்னை. xyxy=(415,290,766,373)
booth-organiser: பு.டார்வின், 1/92, காந்தி தெரு, வடகரை, சென்னை. xyxy=(105,179,327,191)
deputy-organisers-entry xyxy=(1139,1198,1490,1257)
booth-organiser: க.சதீஷ் 3/33, மேட்டு தெரு, விளாங்காடு பக்கம், செங்குன்றம், சென்னை. xyxy=(476,402,740,428)
branch-heading: உல்லாச நகர் கிளை xyxy=(904,874,1019,890)
booth-number: பாகம் – 151 : xyxy=(786,212,847,223)
booth-number: பாகம் – 140 : xyxy=(415,499,476,511)
organiser-entry xyxy=(786,653,1136,682)
role-label: துணை அமைப்பாளர்கள் : xyxy=(415,831,544,843)
column-4 xyxy=(1139,124,1490,2349)
branch-heading: சிறுங்காவூர் கிளை xyxy=(165,1643,275,1658)
role-label: துணை அமைப்பாளர்கள் : xyxy=(1139,802,1256,814)
organiser-entry xyxy=(1139,1020,1490,1049)
role-label: அமைப்பாளர் : xyxy=(1139,1295,1209,1307)
column-3 xyxy=(786,124,1136,2349)
entry-text: கி.கோபி, முத்தமாரியம்மன் கோயில் தெரு, பூதூர், சென்னை. xyxy=(1208,423,1466,434)
entry-text: ம.கண்ணன், 2/290, 9–வது தெரு, புள்ளிலைன், புதுநகர், செங்குன்றம், சென்னை. xyxy=(786,784,1136,810)
role-label: அமைப்பாளர் : xyxy=(1139,1554,1206,1566)
booth-entry xyxy=(786,1521,1136,1536)
booth-entry xyxy=(415,400,766,429)
role-label: அமைப்பாளர் : xyxy=(1139,1684,1206,1696)
deputy-organisers-entry xyxy=(1139,441,1490,485)
role-label: துணை அமைப்பாளர்கள் : xyxy=(786,1323,904,1334)
booth-organiser: வெ.ராகேஷ், 335, பஜனை கோயில் தெரு, கிராண்ட் லைன், சென்னை. xyxy=(847,179,1099,205)
entry-text: ச.பிரகாஷ், 90/845, வ.உ.சி.தெரு, என்.எஸ்.சி.போஸ் நகர், தண்டல்கழனி, சென்னை. xyxy=(415,1591,766,1617)
deputy-organisers-entry xyxy=(415,960,766,1033)
role-label: அமைப்பாளர் : xyxy=(45,715,112,727)
column-1 xyxy=(45,124,395,2349)
